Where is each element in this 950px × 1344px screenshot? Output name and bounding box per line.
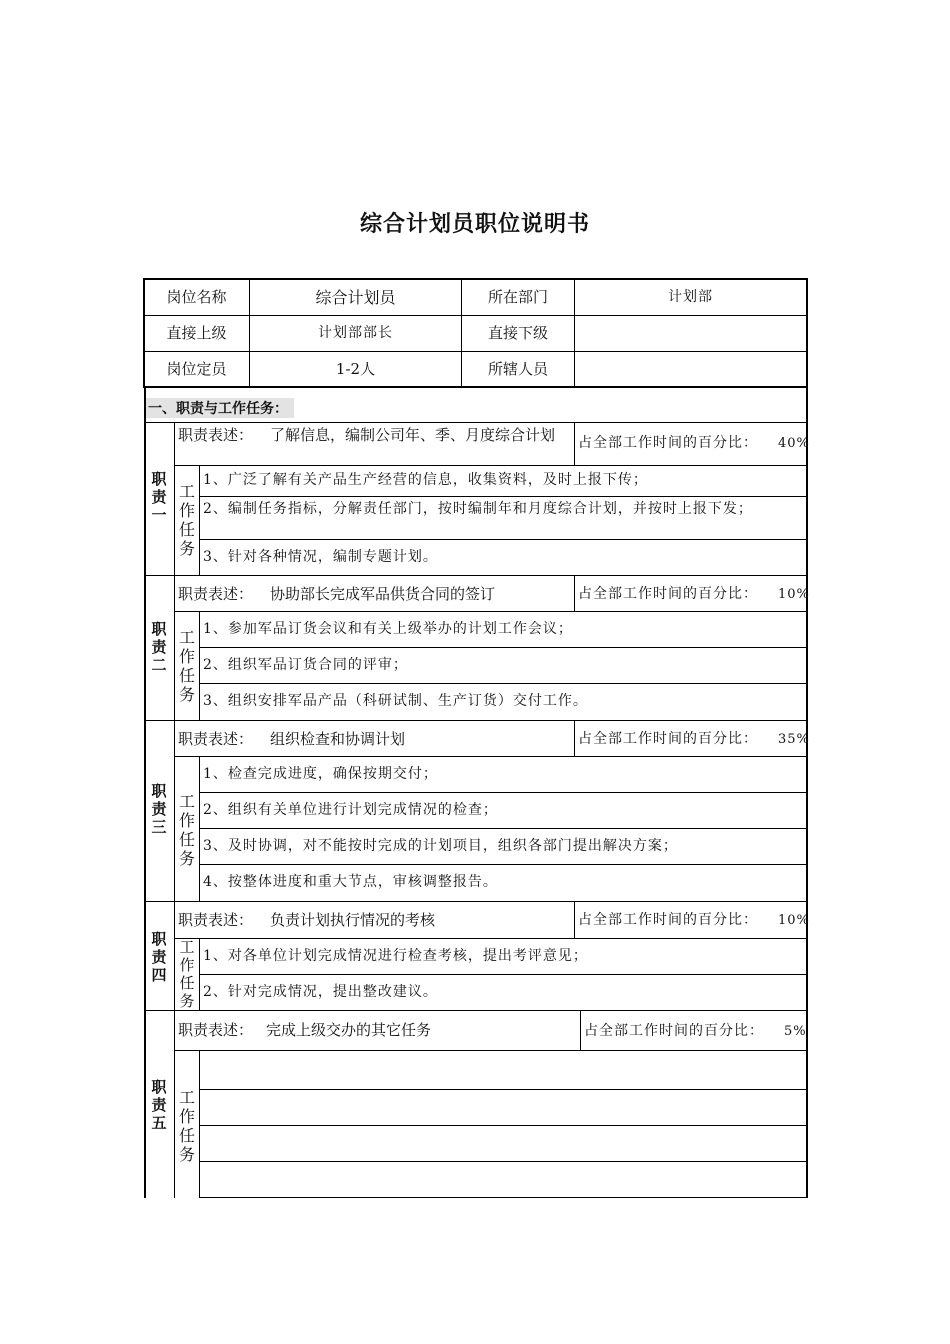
duty-2-task-2: 2、组织军品订货合同的评审； [203,657,408,673]
department-value: 计划部 [668,289,713,305]
duty-2-task-label: 工作任务 [178,628,195,704]
duty-2-task-1: 1、参加军品订货会议和有关上级举办的计划工作会议； [203,621,573,637]
duty-3-task-4: 4、按整体进度和重大节点，审核调整报告。 [203,874,498,890]
duty-4-statement-label: 职责表述： [178,911,254,929]
position-name-value: 综合计划员 [315,288,396,307]
duty-2-pct: 10% [778,587,810,602]
headcount-value: 1-2人 [335,360,376,378]
supervised-staff-label: 所辖人员 [487,360,548,378]
duty-1-task-label: 工作任务 [178,482,195,558]
section-title: 一、职责与工作任务： [146,398,294,418]
duty-4-task-label: 工作任务 [179,938,195,1010]
duty-3-task-1: 1、检查完成进度，确保按期交付； [203,766,438,782]
duty-2-pct-label: 占全部工作时间的百分比： [578,586,758,602]
duty-4-pct-label: 占全部工作时间的百分比： [578,912,758,928]
duty-3-task-3: 3、及时协调，对不能按时完成的计划项目，组织各部门提出解决方案； [203,838,678,854]
duty-4-task-2: 2、针对完成情况，提出整改建议。 [203,984,438,1000]
duty-1-task-1: 1、广泛了解有关产品生产经营的信息，收集资料，及时上报下传； [203,472,648,488]
duty-1-label: 职责一 [151,470,167,524]
duty-5-pct: 5% [784,1024,807,1039]
duty-3-statement-label: 职责表述： [178,730,254,748]
duty-1-pct-label: 占全部工作时间的百分比： [578,435,758,451]
duty-5-statement-label: 职责表述： [178,1021,254,1039]
direct-superior-label: 直接上级 [166,324,227,342]
department-label: 所在部门 [487,288,548,306]
duty-3-task-label: 工作任务 [178,792,195,868]
duty-3-label: 职责三 [151,782,167,836]
duty-2-statement: 协助部长完成军品供货合同的签订 [270,585,496,603]
duty-2-statement-label: 职责表述： [178,585,254,603]
duty-2-task-3: 3、组织安排军品产品（科研试制、生产订货）交付工作。 [203,693,588,709]
duty-1-pct: 40% [778,436,810,451]
duty-5-statement: 完成上级交办的其它任务 [266,1021,432,1039]
duty-3-statement: 组织检查和协调计划 [270,730,406,748]
duty-5-pct-label: 占全部工作时间的百分比： [584,1023,764,1039]
duty-4-task-1: 1、对各单位计划完成情况进行检查考核，提出考评意见； [203,948,588,964]
duty-1-statement: 了解信息，编制公司年、季、月度综合计划 [270,426,556,444]
duty-1-statement-label: 职责表述： [178,426,254,444]
duty-4-statement: 负责计划执行情况的考核 [270,911,436,929]
position-name-label: 岗位名称 [166,288,227,306]
headcount-label: 岗位定员 [166,360,227,378]
duty-3-pct: 35% [778,732,810,747]
duty-3-task-2: 2、组织有关单位进行计划完成情况的检查； [203,802,498,818]
duty-1-task-2: 2、编制任务指标，分解责任部门，按时编制年和月度综合计划，并按时上报下发； [203,501,753,517]
page-title: 综合计划员职位说明书 [359,212,590,237]
duty-5-label: 职责五 [151,1078,167,1132]
duty-4-label: 职责四 [151,930,167,984]
duty-2-label: 职责二 [151,620,167,674]
duty-3-pct-label: 占全部工作时间的百分比： [578,731,758,747]
duty-4-pct: 10% [778,913,810,928]
direct-subordinate-label: 直接下级 [487,324,548,342]
direct-superior-value: 计划部部长 [318,325,393,341]
duty-1-task-3: 3、针对各种情况，编制专题计划。 [203,549,438,565]
duty-5-task-label: 工作任务 [178,1088,195,1164]
